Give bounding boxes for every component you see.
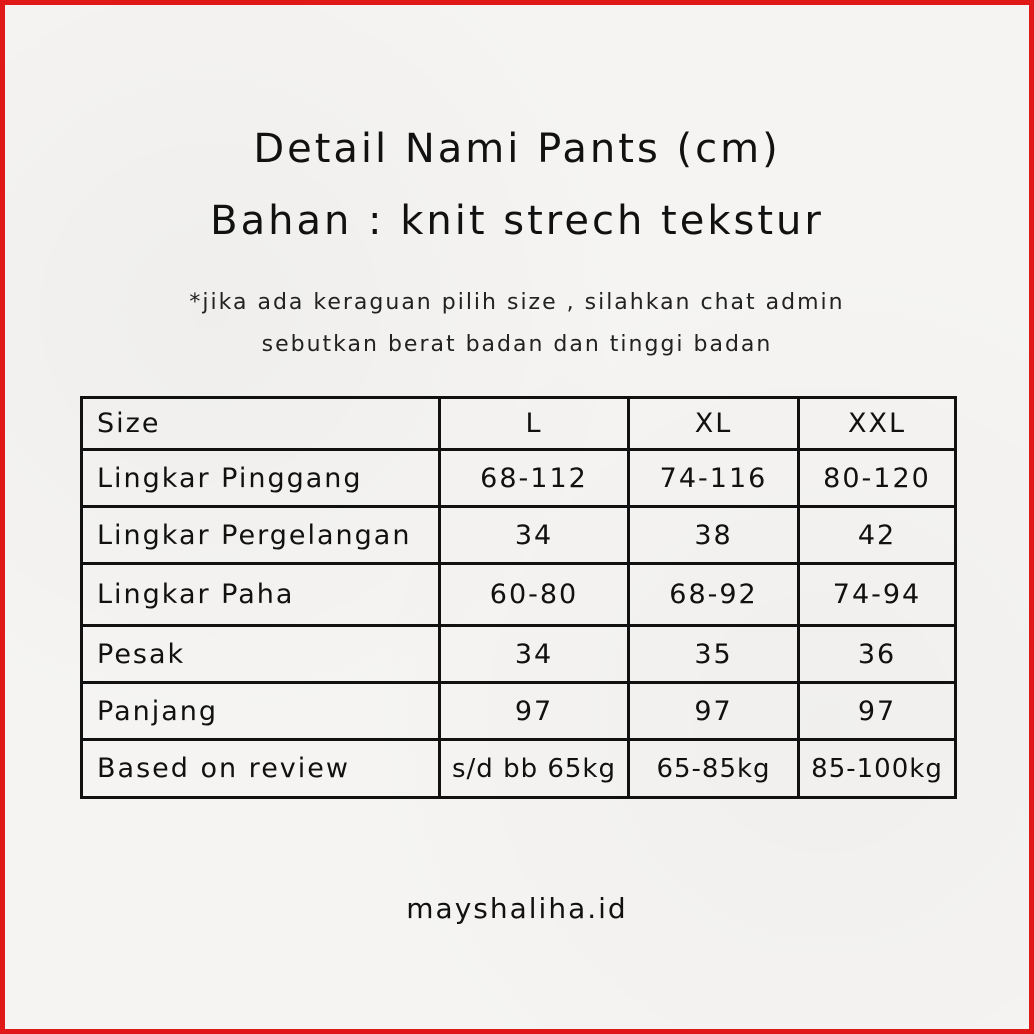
- material-subtitle: Bahan : knit strech tekstur: [210, 198, 824, 244]
- table-row: [82, 683, 956, 740]
- row-label: Panjang: [82, 683, 440, 740]
- table-cell: 36: [799, 626, 956, 683]
- header-cell-size: Size: [82, 398, 440, 450]
- table-cell: 65-85kg: [629, 740, 799, 798]
- row-label: Lingkar Pinggang: [82, 450, 440, 507]
- table-cell: 38: [629, 507, 799, 564]
- brand-footer: mayshaliha.id: [406, 892, 628, 925]
- table-row: [82, 450, 956, 507]
- row-label: Lingkar Pergelangan: [82, 507, 440, 564]
- size-advice-note-line-2: sebutkan berat badan dan tinggi badan: [261, 332, 773, 357]
- table-row: [82, 740, 956, 798]
- table-row: [82, 507, 956, 564]
- page-title: Detail Nami Pants (cm): [253, 126, 781, 172]
- table-cell: 80-120: [799, 450, 956, 507]
- row-label: Lingkar Paha: [82, 564, 440, 626]
- table-cell: 97: [440, 683, 629, 740]
- table-cell: 97: [799, 683, 956, 740]
- table-cell: s/d bb 65kg: [440, 740, 629, 798]
- row-label: Pesak: [82, 626, 440, 683]
- size-advice-note-line-1: *jika ada keraguan pilih size , silahkan chat admin: [189, 290, 845, 315]
- table-cell: 74-116: [629, 450, 799, 507]
- table-cell: 85-100kg: [799, 740, 956, 798]
- table-cell: 35: [629, 626, 799, 683]
- table-cell: 42: [799, 507, 956, 564]
- table-header-row: [82, 398, 956, 450]
- table-row: [82, 564, 956, 626]
- table-cell: 68-92: [629, 564, 799, 626]
- row-label: Based on review: [82, 740, 440, 798]
- header-cell-l: L: [440, 398, 629, 450]
- table-row: [82, 626, 956, 683]
- table-cell: 34: [440, 507, 629, 564]
- size-chart-table: [80, 396, 957, 799]
- header-cell-xxl: XXL: [799, 398, 956, 450]
- table-cell: 60-80: [440, 564, 629, 626]
- header-cell-xl: XL: [629, 398, 799, 450]
- table-cell: 74-94: [799, 564, 956, 626]
- table-cell: 34: [440, 626, 629, 683]
- table-cell: 97: [629, 683, 799, 740]
- table-cell: 68-112: [440, 450, 629, 507]
